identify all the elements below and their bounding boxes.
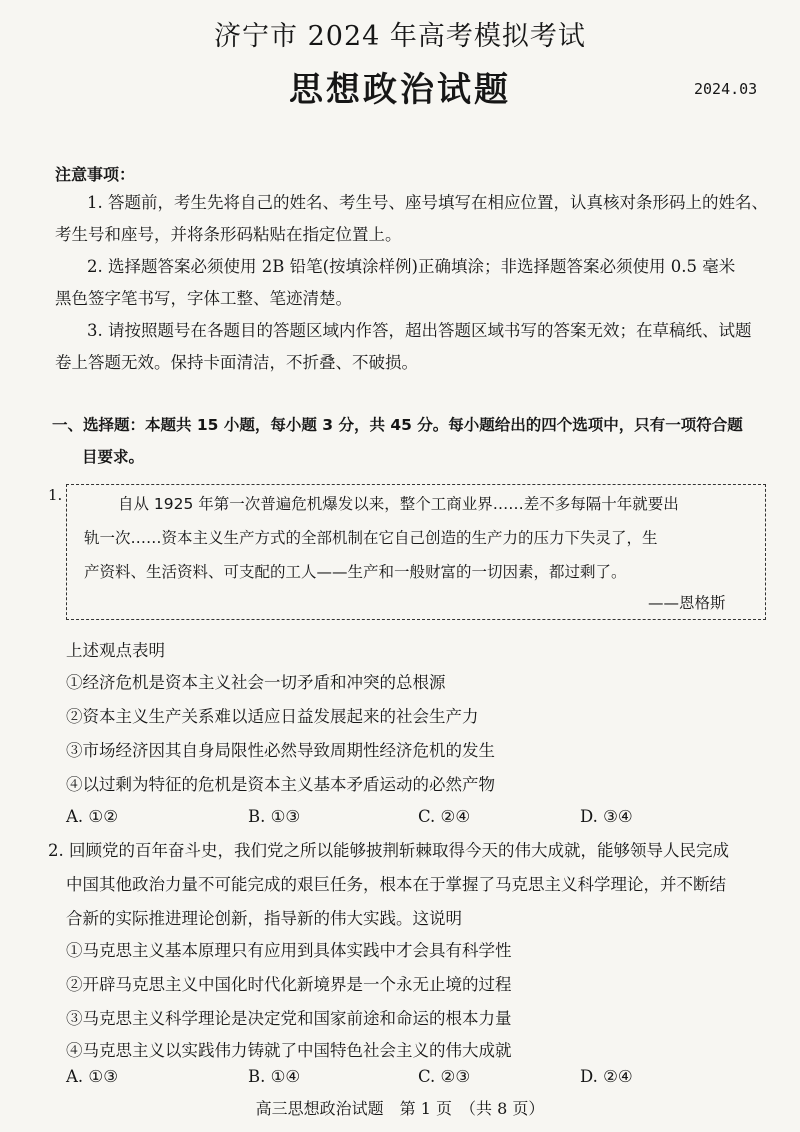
question-stem: 上述观点表明 [66,641,165,660]
notice-line: 黑色签字笔书写，字体工整、笔迹清楚。 [55,289,352,308]
quote-source: ——恩格斯 [648,594,726,612]
page-footer: 高三思想政治试题 第 1 页 （共 8 页） [255,1099,545,1118]
subject-title: 思想政治试题 [289,70,511,110]
statement: ②开辟马克思主义中国化时代化新境界是一个永无止境的过程 [66,975,512,994]
answer-option-a: A. ①② [66,807,118,826]
question-stem: 中国其他政治力量不可能完成的艰巨任务，根本在于掌握了马克思主义科学理论，并不断结 [66,875,726,894]
statement: ①马克思主义基本原理只有应用到具体实践中才会具有科学性 [66,941,512,960]
notice-line: 1. 答题前，考生先将自己的姓名、考生号、座号填写在相应位置，认真核对条形码上的姓名、 [87,193,768,212]
quote-line: 自从 1925 年第一次普遍危机爆发以来，整个工商业界……差不多每隔十年就要出 [118,495,679,513]
answer-option-c: C. ②④ [418,807,471,826]
quote-line: 产资料、生活资料、可支配的工人——生产和一般财富的一切因素，都过剩了。 [84,563,627,581]
answer-option-d: D. ②④ [580,1067,633,1086]
question-number: 1. [48,486,63,504]
answer-option-b: B. ①③ [248,807,301,826]
notice-title: 注意事项： [55,165,136,184]
statement: ④以过剩为特征的危机是资本主义基本矛盾运动的必然产物 [66,775,495,794]
statement: ②资本主义生产关系难以适应日益发展起来的社会生产力 [66,707,479,726]
exam-title: 济宁市 2024 年高考模拟考试 [214,21,586,52]
notice-line: 3. 请按照题号在各题目的答题区域内作答，超出答题区域书写的答案无效；在草稿纸、试题 [87,321,752,340]
answer-option-c: C. ②③ [418,1067,471,1086]
section-heading-cont: 目要求。 [82,448,145,466]
question-stem: 2. 回顾党的百年奋斗史，我们党之所以能够披荆斩棘取得今天的伟大成就，能够领导人民完成 [48,841,729,860]
exam-date: 2024.03 [694,80,758,98]
answer-option-b: B. ①④ [248,1067,301,1086]
statement: ④马克思主义以实践伟力铸就了中国特色社会主义的伟大成就 [66,1041,512,1060]
section-heading: 一、选择题：本题共 15 小题，每小题 3 分，共 45 分。每小题给出的四个选项中，只有一项符合题 [52,416,743,434]
statement: ③马克思主义科学理论是决定党和国家前途和命运的根本力量 [66,1009,512,1028]
notice-line: 卷上答题无效。保持卡面清洁，不折叠、不破损。 [55,353,418,372]
answer-option-d: D. ③④ [580,807,633,826]
quote-line: 轨一次……资本主义生产方式的全部机制在它自己创造的生产力的压力下失灵了，生 [84,529,658,547]
notice-line: 考生号和座号，并将条形码粘贴在指定位置上。 [55,225,402,244]
statement: ①经济危机是资本主义社会一切矛盾和冲突的总根源 [66,673,446,692]
question-stem: 合新的实际推进理论创新，指导新的伟大实践。这说明 [66,909,462,928]
answer-option-a: A. ①③ [66,1067,118,1086]
notice-line: 2. 选择题答案必须使用 2B 铅笔(按填涂样例)正确填涂；非选择题答案必须使用 0.5 毫米 [87,257,736,276]
statement: ③市场经济因其自身局限性必然导致周期性经济危机的发生 [66,741,495,760]
